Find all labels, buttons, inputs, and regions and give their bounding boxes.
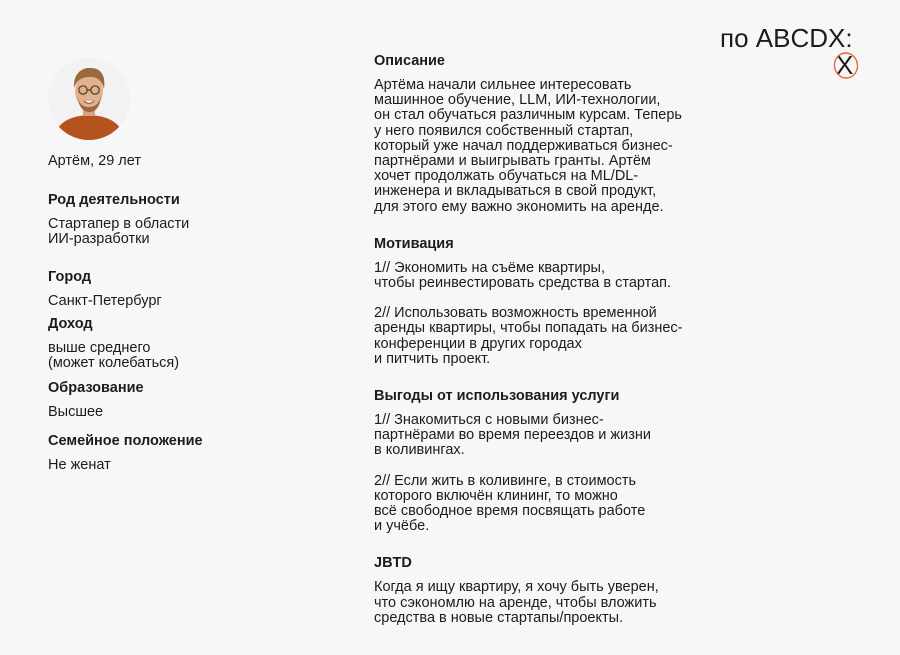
persona-name-age: Артём, 29 лет [48,153,141,169]
avatar [48,58,130,140]
field-label: Доход [48,316,93,332]
field-label: Род деятельности [48,192,180,208]
circled-mark-icon [833,50,859,80]
field-value: Стартапер в области ИИ-разработки [48,216,190,247]
profile-occupation [48,192,328,269]
brand-mark [833,50,859,80]
motivation-item-2: 2// Использовать возможность временной аренды квартиры, чтобы попадать на бизнес- конференции в других городах и питчить проект. [374,305,683,367]
details-panel [374,53,704,626]
description-text: Артёма начали сильнее интересовать машинное обучение, LLM, ИИ-технологии, он стал обучаться различным курсам. Теперь у него появился собственный стартап, который уже начал поддерживаться бизнес- партнёрами и выигрывать гранты. Артём хочет продолжать обучаться на ML/DL- инженера и вкладываться в свой продукт, для этого ему важно экономить на аренде. [374,77,682,215]
person-photo-icon [48,58,130,140]
field-value: Не женат [48,457,111,473]
profile-panel [48,192,328,480]
profile-income [48,316,328,380]
motivation-item-1: 1// Экономить на съёме квартиры, чтобы реинвестировать средства в стартап. [374,259,672,292]
jbtd-text: Когда я ищу квартиру, я хочу быть уверен, что сэкономлю на аренде, чтобы вложить средства в новые стартапы/проекты. [374,579,659,626]
benefits-item-2: 2// Если жить в коливинге, в стоимость которого включён клининг, то можно всё свободное время посвящать работе и учёбе. [374,472,646,535]
profile-city [48,269,328,316]
motivation-title: Мотивация [374,235,454,252]
jbtd-title: JBTD [374,555,412,572]
field-label: Образование [48,380,144,396]
profile-education [48,380,328,433]
field-label: Город [48,269,92,285]
benefits-item-1: 1// Знакомиться с новыми бизнес- партнёрами во время переездов и жизни в коливингах. [374,412,651,459]
field-value: выше среднего (может колебаться) [48,340,180,371]
field-value: Санкт-Петербург [48,293,162,309]
brand-mark-letter: X [836,50,854,80]
field-value: Высшее [48,404,104,420]
benefits-title: Выгоды от использования услуги [374,388,620,405]
profile-family-status [48,433,328,480]
brand-label: по ABCDX: [720,23,853,53]
description-title: Описание [374,53,445,69]
field-label: Семейное положение [48,433,203,449]
